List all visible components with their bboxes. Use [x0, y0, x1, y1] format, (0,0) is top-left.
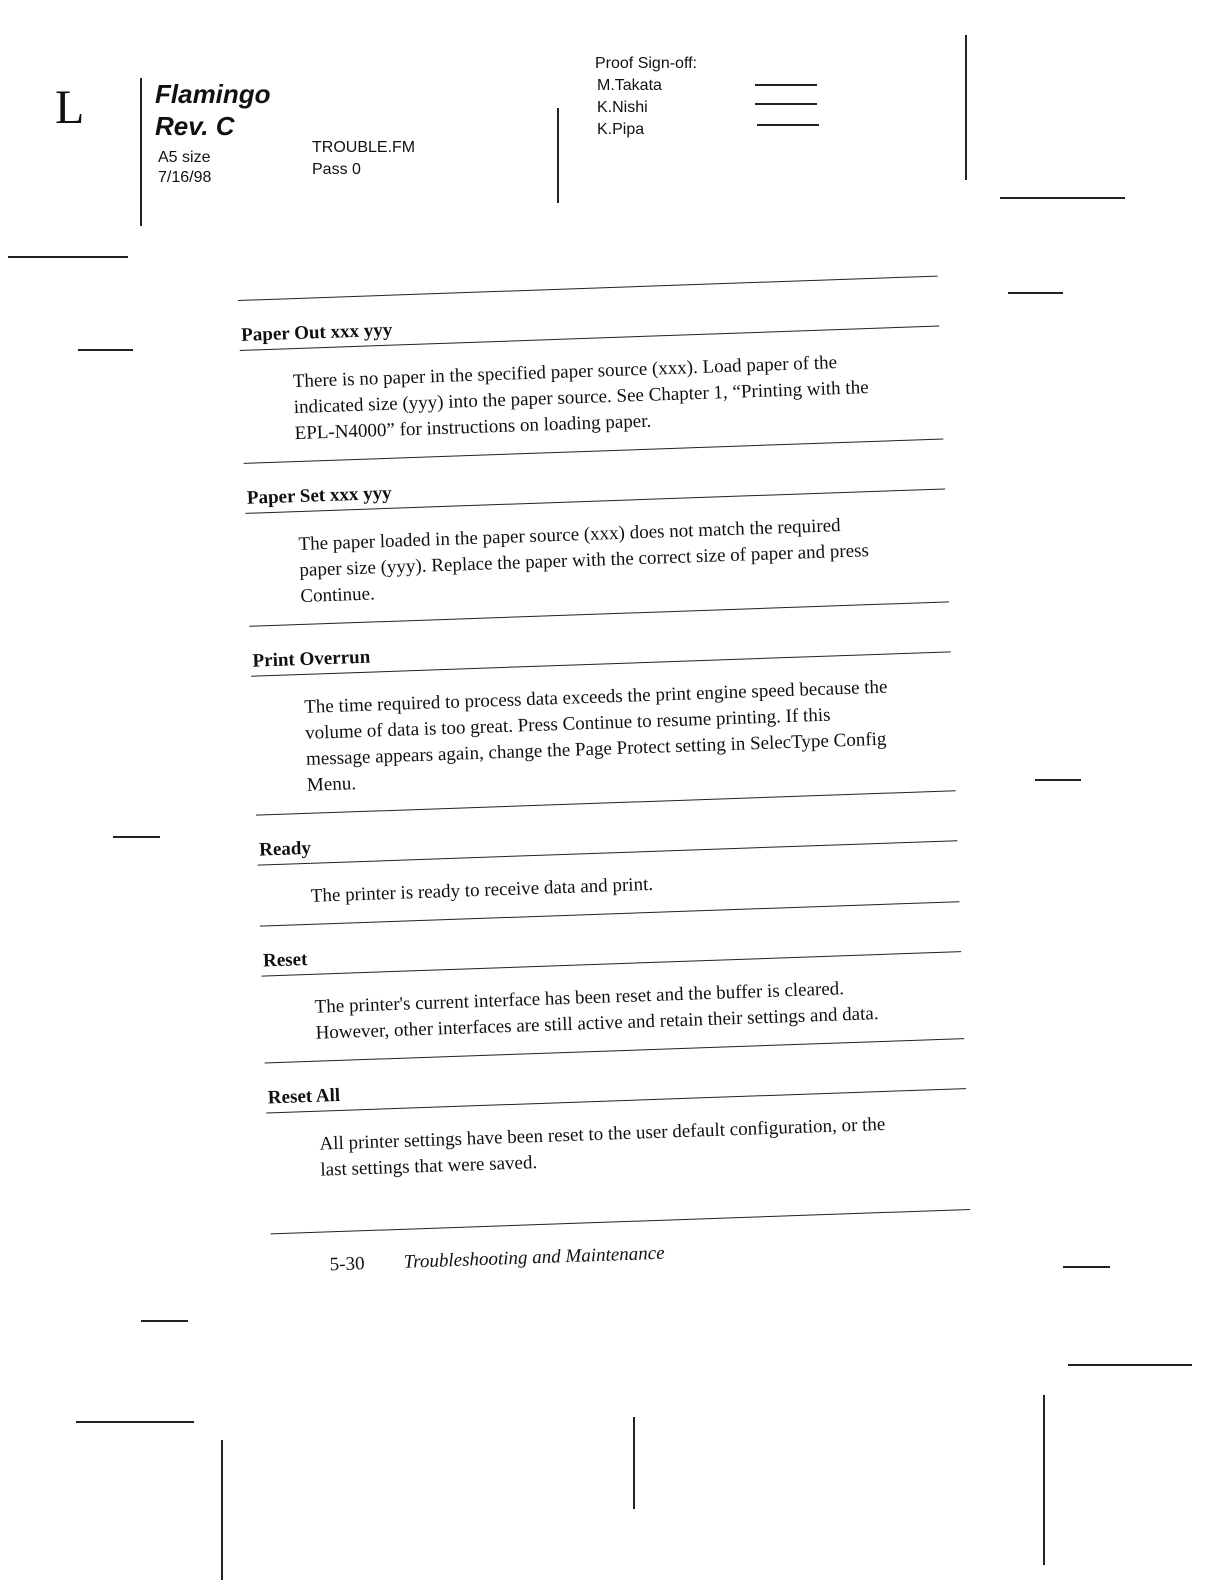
crop-mark: [1043, 1395, 1045, 1565]
section-heading: Paper Set xxx yyy: [244, 439, 945, 513]
crop-mark: [1035, 779, 1081, 781]
signoff-label: Proof Sign-off:: [595, 55, 697, 72]
crop-mark: [1008, 292, 1063, 294]
section-heading: Ready: [256, 791, 957, 865]
message-section: [256, 790, 959, 911]
header-divider: [140, 78, 142, 226]
page-size: A5 size: [158, 149, 211, 166]
crop-mark: [221, 1440, 223, 1580]
crop-mark: [633, 1417, 635, 1509]
section-body: There is no paper in the specified paper source (xxx). Load paper of the indicated size (yyy) into the paper source. See Chapter 1, “Printing with the EPL-N4000” for instructions on loading paper.: [292, 352, 869, 445]
section-heading: Reset All: [265, 1039, 966, 1113]
section-body: The paper loaded in the paper source (xxx) does not match the required paper size (yyy). Replace the paper with the correct size of paper and press Continue.: [298, 515, 870, 607]
signoff-line: [757, 124, 819, 126]
crop-mark: [8, 256, 128, 258]
revision-date: 7/16/98: [158, 169, 212, 186]
message-section: [238, 276, 943, 449]
signoff-line: [755, 103, 817, 105]
page-number: 5-30: [329, 1253, 365, 1276]
crop-mark: [76, 1421, 194, 1423]
signoff-name: M.Takata: [597, 77, 662, 94]
file-name: TROUBLE.FM: [312, 139, 416, 156]
crop-mark: [113, 836, 160, 838]
page-content: [238, 276, 972, 1279]
section-body: The printer's current interface has been reset and the buffer is cleared. However, other interfaces are still active and retain their settings and data.: [314, 978, 879, 1044]
signoff-name: K.Pipa: [597, 121, 645, 138]
crop-mark: [78, 349, 133, 351]
corner-letter: L: [55, 81, 85, 134]
footer-rule: [271, 1209, 971, 1234]
signoff-line: [755, 84, 817, 86]
message-section: [265, 1038, 969, 1185]
section-body: All printer settings have been reset to the user default configuration, or the last settings that were saved.: [319, 1113, 886, 1181]
page-footer: [271, 1232, 971, 1278]
signoff-divider: [557, 108, 559, 203]
revision-label: Rev. C: [155, 111, 235, 141]
crop-mark: [1068, 1364, 1192, 1366]
crop-mark: [1063, 1266, 1110, 1268]
message-section: [260, 901, 964, 1048]
crop-mark: [1000, 197, 1125, 199]
pass-label: Pass 0: [312, 161, 361, 178]
section-heading: Paper Out xxx yyy: [238, 277, 939, 351]
message-section: [249, 601, 955, 800]
signoff-name: K.Nishi: [597, 99, 648, 116]
chapter-title: Troubleshooting and Maintenance: [403, 1242, 665, 1273]
product-name: Flamingo: [155, 79, 271, 109]
message-section: [244, 438, 949, 611]
section-body: The time required to process data exceeds the print engine speed because the volume of data is too great. Press Continue to resume printing. If this message appears again, change the Page Protect setting in SelecType Config Menu.: [303, 676, 888, 796]
crop-mark: [965, 35, 967, 180]
section-heading: Reset: [260, 902, 961, 976]
crop-mark: [141, 1320, 188, 1322]
section-body: The printer is ready to receive data and print.: [310, 873, 654, 907]
section-heading: Print Overrun: [249, 602, 950, 676]
